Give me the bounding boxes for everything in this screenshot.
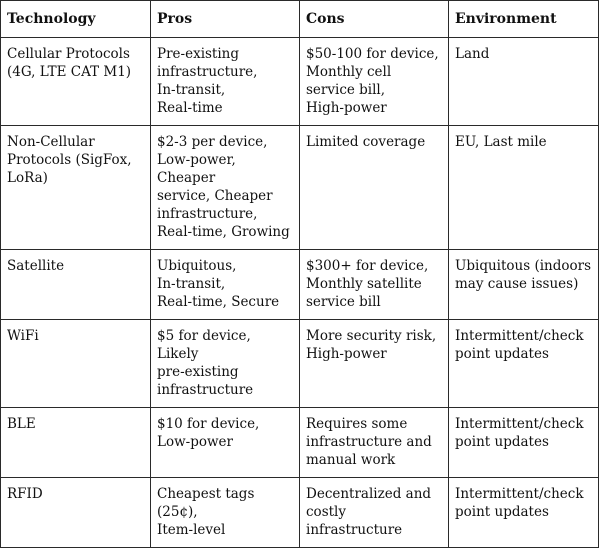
cell-technology: RFID	[1, 478, 151, 548]
table-body	[1, 38, 599, 548]
cell-cons: Requires some infrastructure and manual work	[300, 408, 449, 478]
cell-cons: $50-100 for device, Monthly cell service bill, High-power	[300, 38, 449, 126]
cell-technology: BLE	[1, 408, 151, 478]
table-row	[1, 250, 599, 320]
cell-environment: Intermittent/check point updates	[449, 408, 599, 478]
cell-cons: Decentralized and costly infrastructure	[300, 478, 449, 548]
table-row	[1, 320, 599, 408]
cell-cons: Limited coverage	[300, 126, 449, 250]
cell-pros: $10 for device, Low-power	[151, 408, 300, 478]
cell-environment: EU, Last mile	[449, 126, 599, 250]
header-pros: Pros	[151, 1, 300, 38]
cell-environment: Ubiquitous (indoors may cause issues)	[449, 250, 599, 320]
cell-environment: Intermittent/check point updates	[449, 478, 599, 548]
header-technology: Technology	[1, 1, 151, 38]
table-header	[1, 1, 599, 38]
cell-pros: $2-3 per device, Low-power, Cheaper service, Cheaper infrastructure, Real-time, Growing	[151, 126, 300, 250]
table-row	[1, 478, 599, 548]
cell-environment: Land	[449, 38, 599, 126]
cell-technology: WiFi	[1, 320, 151, 408]
table-row	[1, 38, 599, 126]
cell-pros: Ubiquitous, In-transit, Real-time, Secure	[151, 250, 300, 320]
cell-cons: $300+ for device, Monthly satellite service bill	[300, 250, 449, 320]
cell-cons: More security risk, High-power	[300, 320, 449, 408]
cell-technology: Cellular Protocols (4G, LTE CAT M1)	[1, 38, 151, 126]
cell-technology: Non-Cellular Protocols (SigFox, LoRa)	[1, 126, 151, 250]
cell-technology: Satellite	[1, 250, 151, 320]
header-environment: Environment	[449, 1, 599, 38]
header-cons: Cons	[300, 1, 449, 38]
table-row	[1, 408, 599, 478]
table-row	[1, 126, 599, 250]
cell-environment: Intermittent/check point updates	[449, 320, 599, 408]
cell-pros: $5 for device, Likely pre-existing infrastructure	[151, 320, 300, 408]
header-row	[1, 1, 599, 38]
cell-pros: Pre-existing infrastructure, In-transit, Real-time	[151, 38, 300, 126]
cell-pros: Cheapest tags (25¢), Item-level	[151, 478, 300, 548]
